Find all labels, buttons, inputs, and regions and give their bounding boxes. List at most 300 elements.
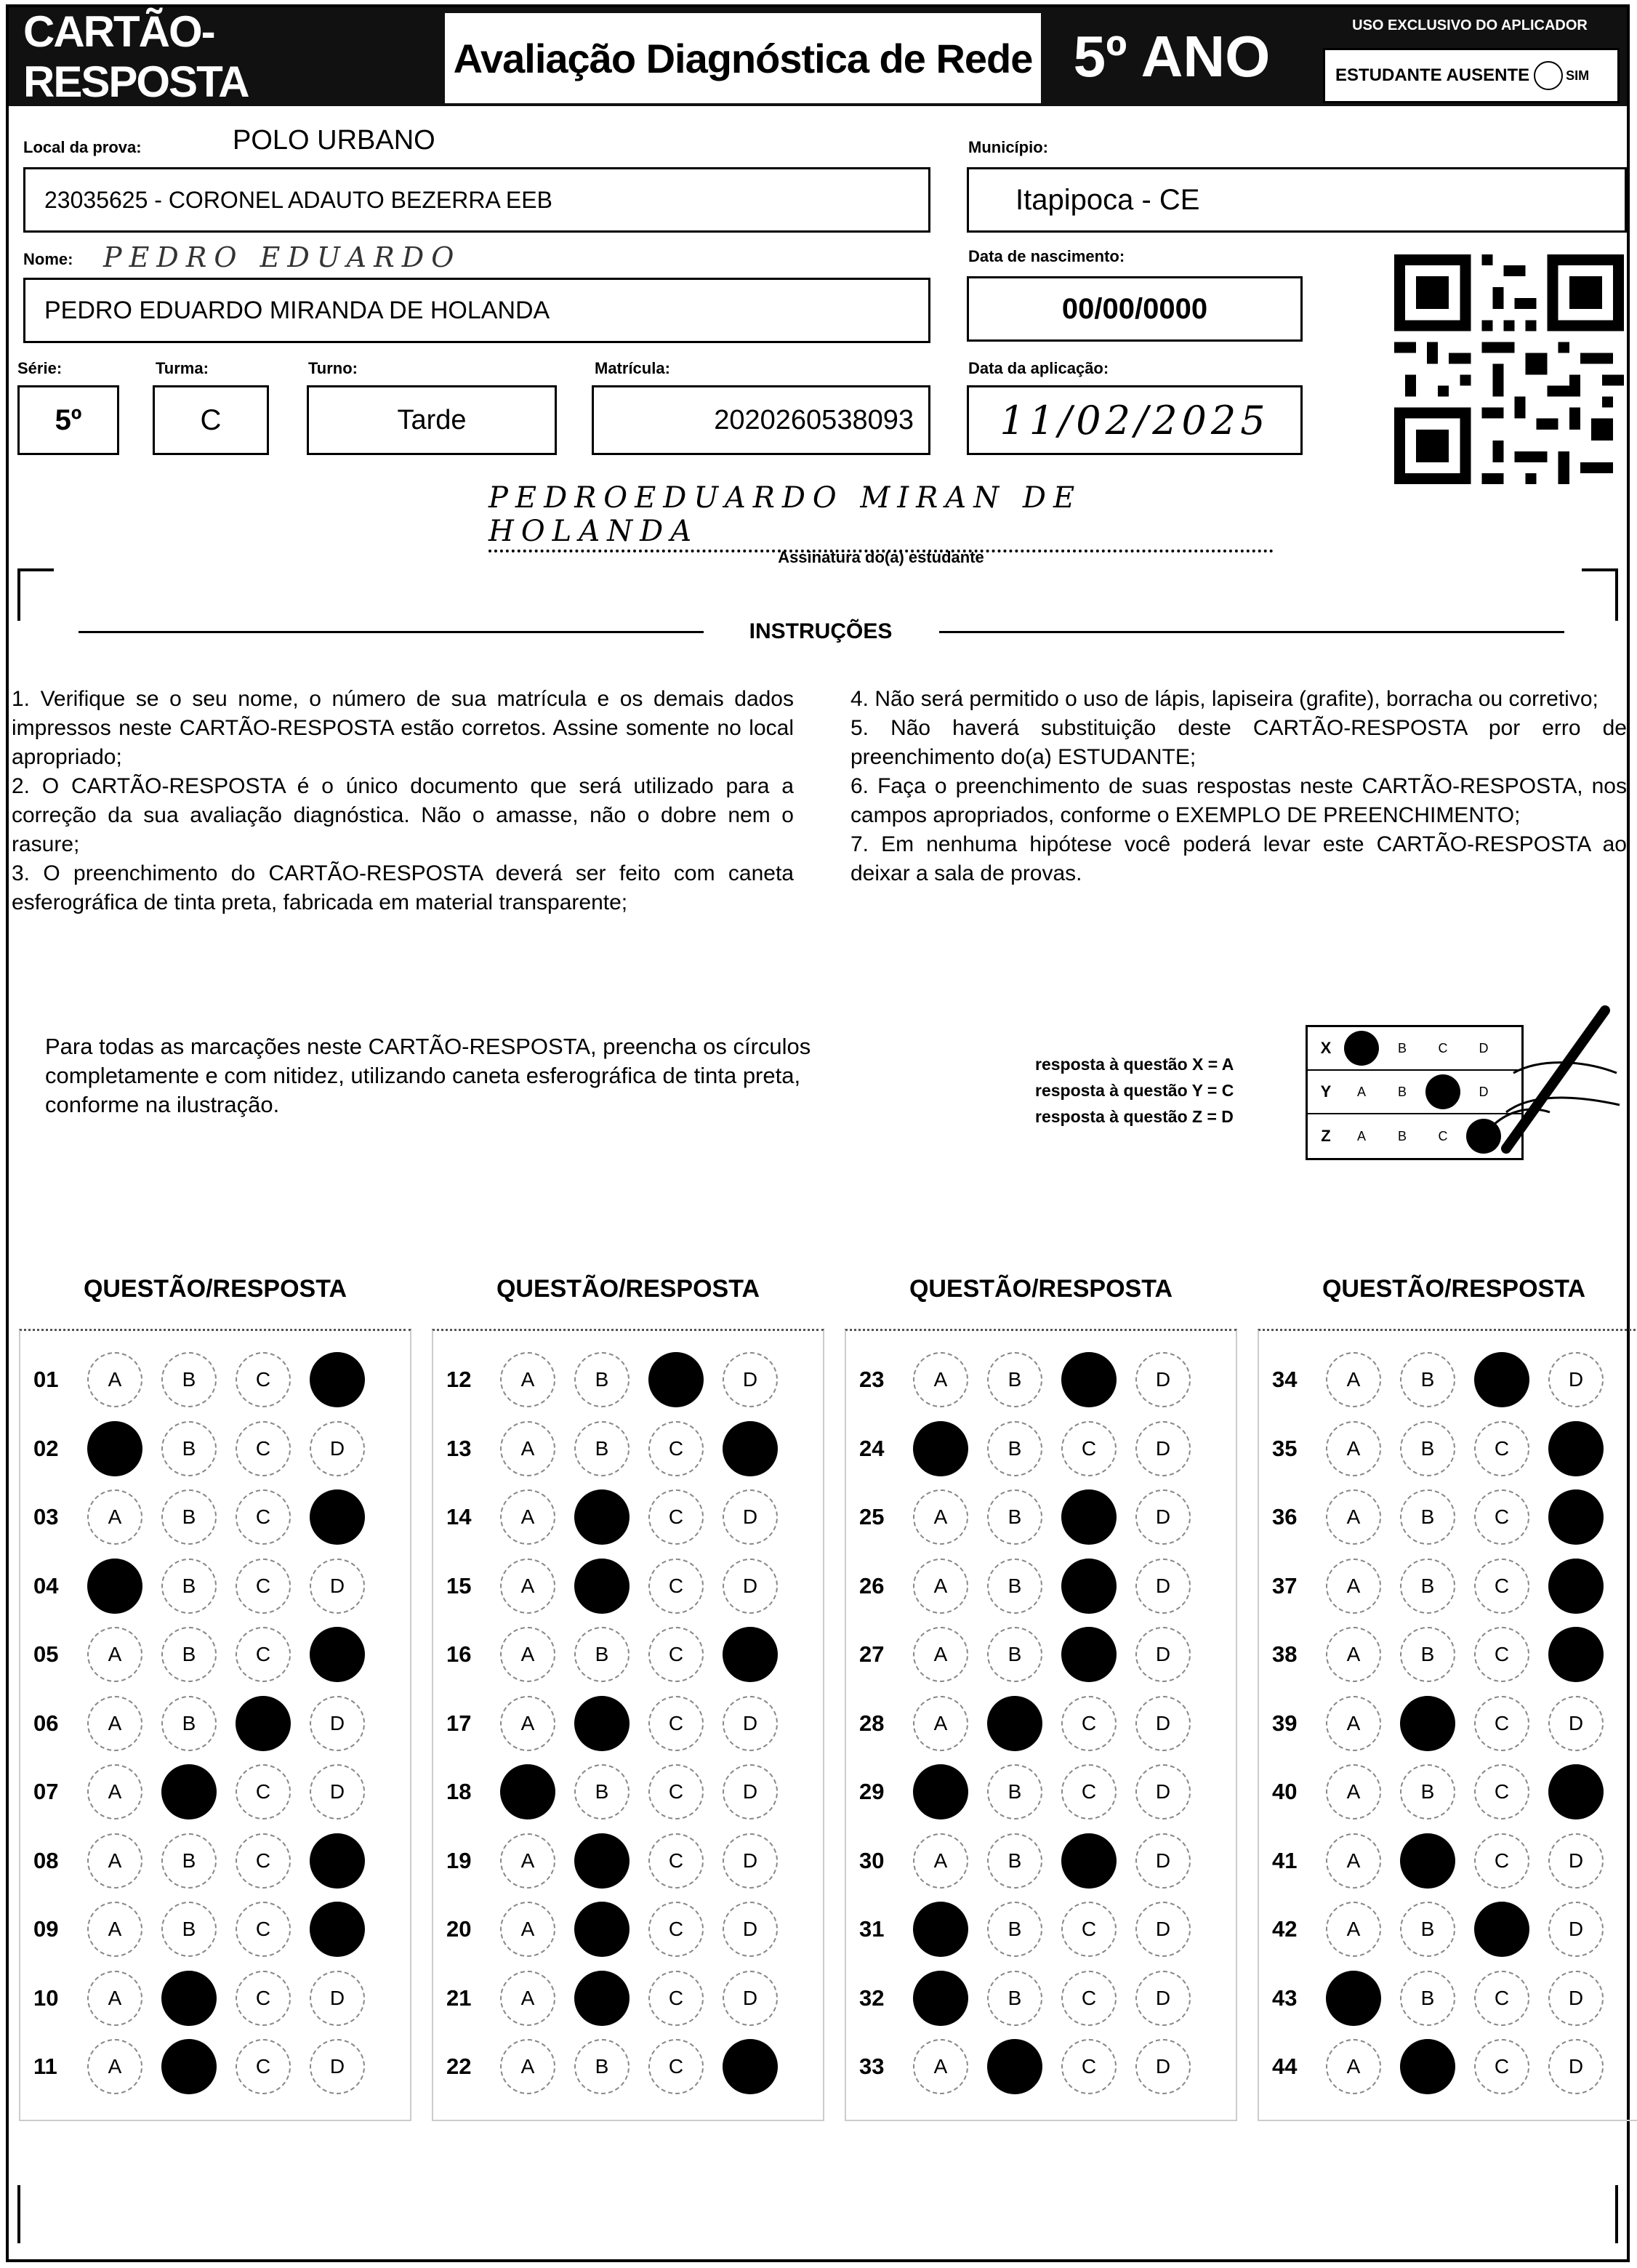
answer-bubble-c[interactable]: C [648, 1559, 704, 1614]
answer-bubble-d[interactable]: D [1135, 1559, 1191, 1614]
header-bar [9, 7, 1627, 106]
answer-bubble-c[interactable]: C [1061, 1971, 1117, 2026]
question-number: 04 [33, 1572, 59, 1599]
question-row [433, 1691, 826, 1756]
question-number: 29 [859, 1779, 885, 1804]
answer-bubble-c[interactable]: C [648, 1833, 704, 1889]
answer-bubble-c[interactable]: C [1474, 2039, 1529, 2094]
answer-bubble-c[interactable]: C [236, 1489, 291, 1545]
answer-bubble-b[interactable]: B [1400, 1764, 1455, 1819]
answer-bubble-b[interactable]: B [987, 1971, 1042, 2026]
answer-bubble-a[interactable]: A [87, 1696, 142, 1751]
answer-bubble-d[interactable]: D [1548, 1489, 1604, 1545]
answer-bubble-d[interactable]: D [1135, 1764, 1191, 1819]
answer-bubble-a[interactable]: A [500, 1352, 555, 1407]
answer-bubble-b[interactable]: B [987, 1833, 1042, 1889]
answer-bubble-b[interactable]: B [1400, 1352, 1455, 1407]
answer-bubble-a[interactable]: A [913, 2039, 968, 2094]
answer-bubble-a[interactable]: A [913, 1764, 968, 1819]
answer-bubble-d[interactable]: D [1548, 1559, 1604, 1614]
answer-bubble-d[interactable]: D [1135, 1833, 1191, 1889]
example-question: X [1320, 1039, 1332, 1057]
answer-bubble-b[interactable]: B [574, 1833, 630, 1889]
answer-bubble-c[interactable]: C [1474, 1489, 1529, 1545]
question-row [20, 1622, 413, 1687]
answer-bubble-a[interactable]: A [913, 1696, 968, 1751]
frame-corner-tl [17, 568, 54, 621]
answer-bubble-c[interactable]: C [648, 1352, 704, 1407]
answer-column [432, 1329, 824, 2121]
question-row [20, 1759, 413, 1825]
answer-bubble-c[interactable]: C [1474, 1764, 1529, 1819]
answer-bubble-d[interactable]: D [1548, 1971, 1604, 2026]
example-bubble: C [1425, 1074, 1460, 1109]
answer-bubble-c[interactable]: C [236, 1902, 291, 1957]
answer-bubble-a[interactable]: A [500, 2039, 555, 2094]
question-row [846, 1691, 1239, 1756]
local-value: POLO URBANO [233, 125, 435, 156]
answer-bubble-d[interactable]: D [310, 2039, 365, 2094]
answer-bubble-b[interactable]: B [1400, 1833, 1455, 1889]
absent-label: ESTUDANTE AUSENTE [1335, 65, 1530, 85]
answer-bubble-d[interactable]: D [1135, 1627, 1191, 1682]
answer-bubble-a[interactable]: A [913, 1627, 968, 1682]
answer-bubble-a[interactable]: A [1326, 1764, 1381, 1819]
answer-bubble-a[interactable]: A [87, 1352, 142, 1407]
question-row [846, 1966, 1239, 2031]
absent-box [1323, 48, 1620, 103]
answer-bubble-a[interactable]: A [87, 1489, 142, 1545]
frame-corner-tr [1582, 568, 1618, 621]
instruction-item: 5. Não haverá substituição deste CARTÃO-RESPOSTA por erro de preenchimento do(a) ESTUDANTE; [850, 716, 1627, 769]
example-question: Y [1320, 1082, 1332, 1101]
fill-instructions: Para todas as marcações neste CARTÃO-RESPOSTA, preencha os círculos completamente e com nitidez, utilizando caneta esferográfica de tinta preta, conforme na ilustração. [45, 1034, 811, 1117]
answer-bubble-d[interactable]: D [310, 1352, 365, 1407]
question-number: 30 [859, 1847, 885, 1873]
answer-bubble-a[interactable]: A [500, 1764, 555, 1819]
question-number: 26 [859, 1572, 885, 1599]
question-number: 40 [1272, 1779, 1298, 1804]
answer-bubble-a[interactable]: A [500, 1902, 555, 1957]
answer-bubble-a[interactable]: A [87, 1421, 142, 1476]
answer-bubble-c[interactable]: C [1061, 2039, 1117, 2094]
answer-bubble-a[interactable]: A [1326, 1352, 1381, 1407]
answer-bubble-d[interactable]: D [310, 1902, 365, 1957]
answer-bubble-b[interactable]: B [574, 1971, 630, 2026]
answer-bubble-d[interactable]: D [1135, 1902, 1191, 1957]
answer-bubble-d[interactable]: D [310, 1971, 365, 2026]
example-bubble: A [1356, 1084, 1366, 1099]
answer-bubble-b[interactable]: B [987, 1696, 1042, 1751]
answer-bubble-a[interactable]: A [1326, 1902, 1381, 1957]
answer-bubble-d[interactable]: D [1548, 2039, 1604, 2094]
column-title: QUESTÃO/RESPOSTA [1322, 1275, 1586, 1303]
answer-bubble-b[interactable]: B [1400, 1421, 1455, 1476]
instruction-item: 7. Em nenhuma hipótese você poderá levar este CARTÃO-RESPOSTA ao deixar a sala de provas. [850, 832, 1627, 885]
example-bubble: B [1397, 1084, 1407, 1099]
example-bubble: B [1397, 1128, 1407, 1143]
answer-bubble-b[interactable]: B [574, 1489, 630, 1545]
answer-bubble-b[interactable]: B [161, 2039, 217, 2094]
answer-bubble-c[interactable]: C [1474, 1902, 1529, 1957]
answer-bubble-c[interactable]: C [1474, 1833, 1529, 1889]
question-number: 27 [859, 1641, 885, 1667]
instruction-item: 3. O preenchimento do CARTÃO-RESPOSTA deverá ser feito com caneta esferográfica de tinta preta, fabricada em material transparente; [12, 861, 794, 914]
question-number: 35 [1272, 1435, 1298, 1461]
question-row [20, 1416, 413, 1481]
aplicacao-label: Data da aplicação: [968, 359, 1109, 377]
instruction-item: 2. O CARTÃO-RESPOSTA é o único documento que será utilizado para a correção da sua avaliação diagnóstica. Não o amasse, não o dobre nem o rasure; [12, 774, 794, 856]
answer-bubble-c[interactable]: C [648, 1971, 704, 2026]
question-row [846, 1416, 1239, 1481]
answer-bubble-c[interactable]: C [1474, 1421, 1529, 1476]
answer-bubble-b[interactable]: B [1400, 2039, 1455, 2094]
example-bubble: B [1397, 1040, 1407, 1055]
question-number: 10 [33, 1984, 59, 2011]
answer-bubble-d[interactable]: D [1135, 1489, 1191, 1545]
question-number: 15 [446, 1572, 472, 1599]
answer-bubble-a[interactable]: A [500, 1559, 555, 1614]
answer-bubble-c[interactable]: C [236, 1833, 291, 1889]
question-number: 21 [446, 1984, 472, 2011]
answer-bubble-d[interactable]: D [1135, 2039, 1191, 2094]
answer-bubble-a[interactable]: A [1326, 1696, 1381, 1751]
question-row [1259, 1347, 1637, 1412]
answer-bubble-a[interactable]: A [500, 1696, 555, 1751]
answer-bubble-d[interactable]: D [1135, 1421, 1191, 1476]
municipio-field: Itapipoca - CE [967, 167, 1627, 233]
answer-bubble-c[interactable]: C [648, 1627, 704, 1682]
question-row [20, 1897, 413, 1962]
question-row [433, 1966, 826, 2031]
question-row [20, 1691, 413, 1756]
question-row [433, 1828, 826, 1894]
question-number: 34 [1272, 1367, 1298, 1392]
example-bubble: A [1356, 1128, 1366, 1143]
column-title: QUESTÃO/RESPOSTA [496, 1275, 760, 1303]
answer-bubble-b[interactable]: B [987, 1627, 1042, 1682]
answer-bubble-c[interactable]: C [236, 2039, 291, 2094]
question-row [433, 1484, 826, 1550]
question-row [20, 1828, 413, 1894]
brand-title: CARTÃO-RESPOSTA [23, 7, 249, 106]
question-number: 39 [1272, 1710, 1298, 1736]
answer-bubble-c[interactable]: C [236, 1696, 291, 1751]
answer-column [1258, 1329, 1637, 2121]
answer-bubble-b[interactable]: B [574, 1902, 630, 1957]
answer-bubble-a[interactable]: A [913, 1833, 968, 1889]
answer-bubble-d[interactable]: D [310, 1627, 365, 1682]
answer-bubble-a[interactable]: A [87, 1559, 142, 1614]
answer-bubble-b[interactable]: B [987, 1421, 1042, 1476]
answer-bubble-a[interactable]: A [500, 1971, 555, 2026]
answer-bubble-a[interactable]: A [913, 1352, 968, 1407]
answer-bubble-a[interactable]: A [1326, 1489, 1381, 1545]
answer-bubble-a[interactable]: A [87, 2039, 142, 2094]
signature-line: PEDROEDUARDO MIRAN DE HOLANDA [488, 509, 1274, 552]
answer-bubble-b[interactable]: B [161, 1421, 217, 1476]
question-number: 24 [859, 1435, 885, 1461]
answer-bubble-d[interactable]: D [723, 1489, 778, 1545]
answer-bubble-d[interactable]: D [1548, 1902, 1604, 1957]
question-number: 08 [33, 1847, 59, 1873]
nome-handwritten: PEDRO EDUARDO [103, 241, 462, 273]
answer-bubble-d[interactable]: D [310, 1489, 365, 1545]
question-row [20, 1347, 413, 1412]
answer-bubble-a[interactable]: A [500, 1833, 555, 1889]
answer-bubble-a[interactable]: A [1326, 1833, 1381, 1889]
answer-bubble-c[interactable]: C [236, 1421, 291, 1476]
answer-bubble-c[interactable]: C [648, 1489, 704, 1545]
example-label: resposta à questão Z = D [1035, 1107, 1234, 1126]
answer-bubble-c[interactable]: C [236, 1627, 291, 1682]
answer-bubble-c[interactable]: C [1474, 1971, 1529, 2026]
turno-label: Turno: [308, 359, 358, 377]
answer-bubble-d[interactable]: D [723, 1696, 778, 1751]
answer-bubble-c[interactable]: C [1474, 1352, 1529, 1407]
answer-bubble-c[interactable]: C [648, 2039, 704, 2094]
answer-bubble-a[interactable]: A [1326, 1559, 1381, 1614]
question-row [1259, 1691, 1637, 1756]
example-label: resposta à questão X = A [1035, 1055, 1234, 1074]
answer-bubble-c[interactable]: C [1061, 1627, 1117, 1682]
answer-bubble-c[interactable]: C [1061, 1489, 1117, 1545]
answer-bubble-c[interactable]: C [1061, 1696, 1117, 1751]
answer-bubble-c[interactable]: C [1474, 1627, 1529, 1682]
question-row [846, 1553, 1239, 1619]
answer-bubble-a[interactable]: A [87, 1833, 142, 1889]
answer-bubble-c[interactable]: C [236, 1764, 291, 1819]
answer-bubble-a[interactable]: A [913, 1971, 968, 2026]
absent-checkbox[interactable] [1534, 61, 1563, 90]
question-row [433, 1897, 826, 1962]
answer-bubble-b[interactable]: B [1400, 1489, 1455, 1545]
frame-mark-bl [17, 2185, 20, 2243]
answer-bubble-b[interactable]: B [161, 1764, 217, 1819]
answer-bubble-c[interactable]: C [1061, 1559, 1117, 1614]
question-row [1259, 2034, 1637, 2099]
answer-bubble-a[interactable]: A [87, 1902, 142, 1957]
answer-bubble-a[interactable]: A [913, 1421, 968, 1476]
question-number: 37 [1272, 1572, 1298, 1599]
question-number: 36 [1272, 1504, 1298, 1529]
local-label: Local da prova: [23, 138, 142, 156]
question-row [1259, 1828, 1637, 1894]
answer-bubble-a[interactable]: A [500, 1627, 555, 1682]
answer-bubble-b[interactable]: B [574, 1421, 630, 1476]
nome-field: PEDRO EDUARDO MIRANDA DE HOLANDA [23, 278, 930, 343]
answer-bubble-b[interactable]: B [574, 1696, 630, 1751]
answer-bubble-c[interactable]: C [236, 1559, 291, 1614]
aplicacao-field: 11/02/2025 [967, 385, 1303, 455]
question-number: 28 [859, 1710, 885, 1736]
turma-label: Turma: [156, 359, 209, 377]
municipio-label: Município: [968, 138, 1048, 156]
answer-bubble-d[interactable]: D [723, 1559, 778, 1614]
answer-bubble-a[interactable]: A [1326, 1971, 1381, 2026]
answer-bubble-a[interactable]: A [87, 1764, 142, 1819]
question-row [846, 1622, 1239, 1687]
question-number: 17 [446, 1710, 472, 1736]
absent-sim-label: SIM [1566, 68, 1590, 83]
question-row [846, 1484, 1239, 1550]
answer-bubble-b[interactable]: B [1400, 1971, 1455, 2026]
question-number: 01 [33, 1367, 59, 1392]
answer-bubble-b[interactable]: B [987, 1902, 1042, 1957]
answer-bubble-d[interactable]: D [310, 1833, 365, 1889]
answer-bubble-a[interactable]: A [500, 1421, 555, 1476]
answer-bubble-c[interactable]: C [236, 1971, 291, 2026]
question-row [846, 2034, 1239, 2099]
answer-bubble-d[interactable]: D [723, 1421, 778, 1476]
question-number: 16 [446, 1641, 472, 1667]
answer-bubble-a[interactable]: A [1326, 1421, 1381, 1476]
question-number: 07 [33, 1779, 59, 1804]
exam-title: Avaliação Diagnóstica de Rede [445, 13, 1041, 103]
question-number: 11 [33, 2054, 57, 2079]
answer-bubble-d[interactable]: D [723, 1971, 778, 2026]
question-number: 20 [446, 1916, 472, 1942]
answer-bubble-b[interactable]: B [161, 1833, 217, 1889]
answer-bubble-c[interactable]: C [1061, 1764, 1117, 1819]
answer-sheet [6, 4, 1630, 2262]
answer-bubble-d[interactable]: D [310, 1559, 365, 1614]
question-row [1259, 1622, 1637, 1687]
answer-bubble-b[interactable]: B [161, 1489, 217, 1545]
answer-bubble-a[interactable]: A [87, 1627, 142, 1682]
grade-label: 5º ANO [1073, 24, 1271, 89]
question-row [1259, 1553, 1637, 1619]
answer-bubble-c[interactable]: C [648, 1764, 704, 1819]
answer-bubble-b[interactable]: B [161, 1559, 217, 1614]
answer-bubble-b[interactable]: B [574, 2039, 630, 2094]
answer-bubble-c[interactable]: C [236, 1352, 291, 1407]
answer-bubble-b[interactable]: B [161, 1971, 217, 2026]
answer-bubble-b[interactable]: B [161, 1352, 217, 1407]
question-number: 02 [33, 1435, 59, 1461]
question-number: 22 [446, 2054, 472, 2079]
question-row [1259, 1966, 1637, 2031]
answer-bubble-a[interactable]: A [913, 1559, 968, 1614]
answer-bubble-b[interactable]: B [987, 2039, 1042, 2094]
nascimento-field: 00/00/0000 [967, 276, 1303, 342]
answer-bubble-d[interactable]: D [723, 1352, 778, 1407]
example-bubble: A [1344, 1031, 1379, 1066]
example-bubble: D [1479, 1040, 1489, 1055]
answer-bubble-b[interactable]: B [574, 1627, 630, 1682]
column-title: QUESTÃO/RESPOSTA [83, 1275, 347, 1303]
question-row [433, 2034, 826, 2099]
instruction-item: 6. Faça o preenchimento de suas respostas neste CARTÃO-RESPOSTA, nos campos apropriados, conforme o EXEMPLO DE PREENCHIMENTO; [850, 774, 1627, 827]
nome-label: Nome: [23, 250, 73, 268]
answer-bubble-b[interactable]: B [1400, 1559, 1455, 1614]
example-labels [1035, 1051, 1234, 1130]
answer-bubble-a[interactable]: A [913, 1902, 968, 1957]
question-number: 42 [1272, 1916, 1298, 1942]
answer-bubble-b[interactable]: B [987, 1352, 1042, 1407]
answer-bubble-d[interactable]: D [723, 1833, 778, 1889]
answer-bubble-c[interactable]: C [1474, 1559, 1529, 1614]
answer-bubble-c[interactable]: C [648, 1421, 704, 1476]
answer-bubble-a[interactable]: A [87, 1971, 142, 2026]
answer-bubble-b[interactable]: B [161, 1902, 217, 1957]
answer-bubble-c[interactable]: C [1474, 1696, 1529, 1751]
question-row [846, 1347, 1239, 1412]
answer-bubble-b[interactable]: B [1400, 1902, 1455, 1957]
answer-bubble-c[interactable]: C [648, 1696, 704, 1751]
answer-bubble-d[interactable]: D [1548, 1421, 1604, 1476]
instructions-left [12, 685, 794, 917]
answer-bubble-c[interactable]: C [1061, 1833, 1117, 1889]
answer-bubble-b[interactable]: B [574, 1764, 630, 1819]
answer-bubble-c[interactable]: C [1061, 1902, 1117, 1957]
answer-bubble-d[interactable]: D [723, 1764, 778, 1819]
answer-bubble-d[interactable]: D [310, 1696, 365, 1751]
column-title: QUESTÃO/RESPOSTA [909, 1275, 1173, 1303]
instructions-right [850, 685, 1627, 888]
answer-bubble-a[interactable]: A [913, 1489, 968, 1545]
question-number: 19 [446, 1847, 472, 1873]
answer-bubble-d[interactable]: D [723, 2039, 778, 2094]
answer-bubble-b[interactable]: B [161, 1627, 217, 1682]
answer-bubble-c[interactable]: C [648, 1902, 704, 1957]
answer-bubble-d[interactable]: D [1548, 1764, 1604, 1819]
question-row [20, 1484, 413, 1550]
answer-bubble-b[interactable]: B [574, 1559, 630, 1614]
answer-bubble-a[interactable]: A [1326, 2039, 1381, 2094]
answer-bubble-a[interactable]: A [1326, 1627, 1381, 1682]
question-row [1259, 1416, 1637, 1481]
answer-bubble-b[interactable]: B [161, 1696, 217, 1751]
instructions-title: INSTRUÇÕES [749, 619, 893, 643]
answer-bubble-c[interactable]: C [1061, 1421, 1117, 1476]
answer-bubble-c[interactable]: C [1061, 1352, 1117, 1407]
question-row [1259, 1897, 1637, 1962]
answer-bubble-d[interactable]: D [310, 1764, 365, 1819]
answer-bubble-b[interactable]: B [574, 1352, 630, 1407]
question-number: 25 [859, 1504, 885, 1529]
question-number: 41 [1272, 1847, 1298, 1873]
question-row [1259, 1484, 1637, 1550]
answer-bubble-b[interactable]: B [987, 1559, 1042, 1614]
answer-bubble-b[interactable]: B [987, 1764, 1042, 1819]
answer-bubble-b[interactable]: B [987, 1489, 1042, 1545]
answer-bubble-d[interactable]: D [723, 1902, 778, 1957]
turno-field: Tarde [307, 385, 557, 455]
answer-bubble-b[interactable]: B [1400, 1696, 1455, 1751]
question-number: 33 [859, 2054, 885, 2079]
question-row [846, 1897, 1239, 1962]
answer-bubble-d[interactable]: D [1548, 1833, 1604, 1889]
answer-bubble-d[interactable]: D [310, 1421, 365, 1476]
answer-bubble-d[interactable]: D [1135, 1971, 1191, 2026]
answer-bubble-d[interactable]: D [1548, 1696, 1604, 1751]
question-row [433, 1416, 826, 1481]
serie-field: 5º [17, 385, 119, 455]
instruction-item: 4. Não será permitido o uso de lápis, lapiseira (grafite), borracha ou corretivo; [850, 687, 1598, 711]
answer-bubble-d[interactable]: D [1548, 1627, 1604, 1682]
answer-bubble-d[interactable]: D [1548, 1352, 1604, 1407]
question-row [433, 1759, 826, 1825]
answer-bubble-d[interactable]: D [723, 1627, 778, 1682]
question-number: 32 [859, 1984, 885, 2011]
answer-bubble-a[interactable]: A [500, 1489, 555, 1545]
answer-bubble-b[interactable]: B [1400, 1627, 1455, 1682]
answer-bubble-d[interactable]: D [1135, 1696, 1191, 1751]
question-row [20, 1966, 413, 2031]
answer-bubble-d[interactable]: D [1135, 1352, 1191, 1407]
question-number: 05 [33, 1641, 59, 1667]
